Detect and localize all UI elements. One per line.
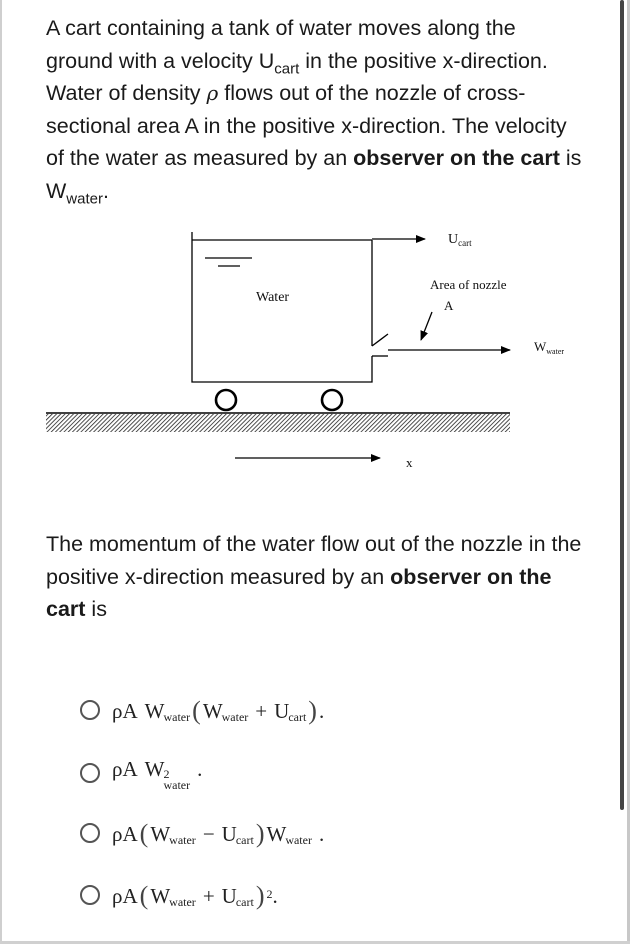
option-c[interactable]	[80, 813, 324, 853]
water-surface-symbol	[205, 258, 252, 266]
prompt-text: The momentum of the water flow out of the nozzle in the positive x-direction measured by an observer on the cart is	[46, 532, 582, 621]
wwater-label: $W_{water}$	[534, 339, 565, 356]
option-c-formula: ρ A ( W $_{water}$ − U $_{cart}$ ) W $_{water}$ .	[112, 819, 325, 848]
option-b[interactable]	[80, 753, 202, 793]
x-axis-label: x	[406, 455, 413, 470]
water-label: Water	[256, 290, 290, 305]
option-a-radio[interactable]	[80, 700, 100, 720]
nozzle-area-label: Area of nozzle	[430, 277, 507, 292]
option-d-formula: ρ A ( W $_{water}$ + U $_{cart}$ ) $^2$ .	[112, 881, 278, 910]
cart-diagram	[40, 222, 600, 482]
cart-wheel-right	[322, 390, 342, 410]
option-d[interactable]	[80, 875, 278, 915]
option-d-radio[interactable]	[80, 885, 100, 905]
option-b-radio[interactable]	[80, 763, 100, 783]
frame-left-border	[0, 0, 2, 944]
option-c-radio[interactable]	[80, 823, 100, 843]
scrollbar[interactable]	[620, 0, 624, 810]
ucart-label: $U_{cart}$	[448, 232, 472, 248]
ground	[46, 413, 510, 432]
nozzle-pointer-arrow	[421, 312, 432, 340]
option-b-formula: ρ A W 2 water .	[112, 757, 203, 792]
option-a[interactable]	[80, 690, 324, 730]
cart-wheel-left	[216, 390, 236, 410]
nozzle-area-symbol: A	[444, 298, 454, 313]
question-text: A cart containing a tank of water moves along the ground with a velocity $U_{cart}$ in the positive x-direction. Water of density ρ flows out of the nozzle of cross-sectional area A in the positive x-direction. The velocity of the water as measured by an observer on the cart is $W_{water}$.	[46, 16, 582, 207]
option-a-formula: ρ A W $_{water}$ ( W $_{water}$ + U $_{cart}$ ) .	[112, 696, 325, 725]
tank	[192, 232, 388, 382]
